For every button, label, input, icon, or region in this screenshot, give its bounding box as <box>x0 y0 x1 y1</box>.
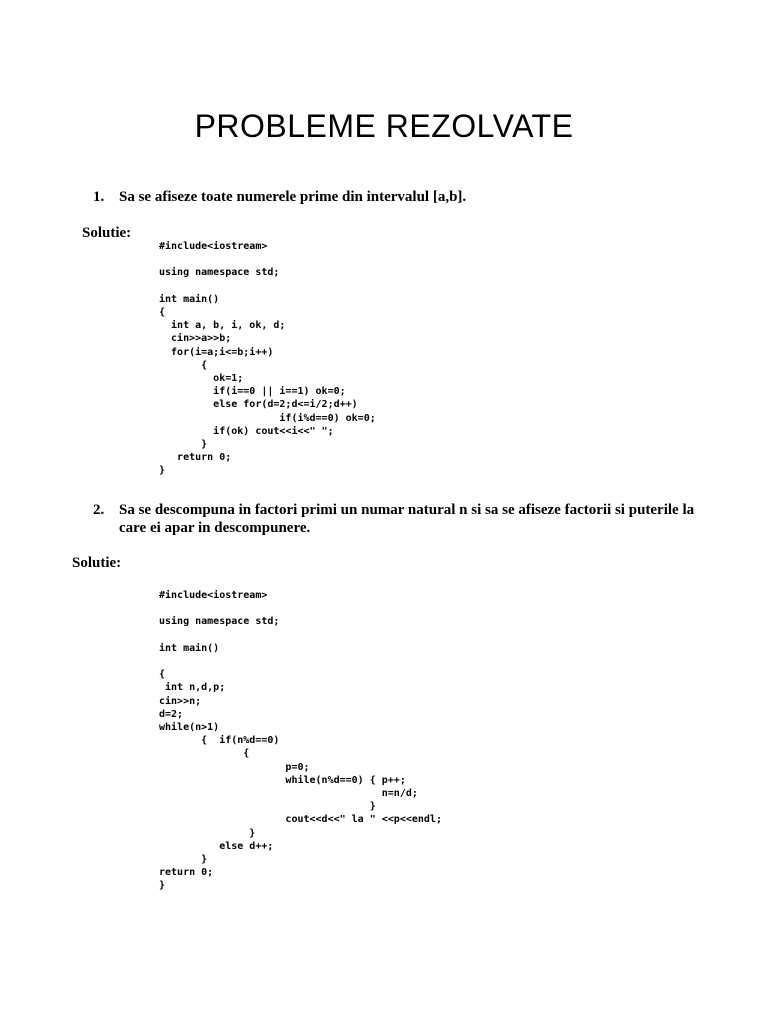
problem-2-text: Sa se descompuna in factori primi un numar natural n si sa se afiseze factorii si puterile la care ei apar in descompunere. <box>119 502 695 536</box>
problem-1-solution-label: Solutie: <box>82 225 132 241</box>
problem-2-solution-label: Solutie: <box>72 555 122 571</box>
problem-2-code: #include<iostream> using namespace std; int main() { int n,d,p; cin>>n; d=2; while(n>1) { if(n%d==0) { p=0; while(n%d==0) { p++; n=n/d; } cout<<d<<" la " <<p<<endl; } else d++; } return 0; } <box>159 590 442 892</box>
problem-1-number: 1. <box>93 189 105 205</box>
problem-1-text: Sa se afiseze toate numerele prime din intervalul [a,b]. <box>119 189 467 205</box>
problem-1-statement <box>93 188 703 206</box>
problem-2-number: 2. <box>93 502 105 518</box>
problem-2-statement <box>93 501 703 537</box>
problem-1-code: #include<iostream> using namespace std; int main() { int a, b, i, ok, d; cin>>a>>b; for(i=a;i<=b;i++) { ok=1; if(i==0 || i==1) ok=0; else for(d=2;d<=i/2;d++) if(i%d==0) ok=0; if(ok) cout<<i<<" "; } return 0; } <box>159 241 376 477</box>
page-title: PROBLEME REZOLVATE <box>194 108 574 144</box>
